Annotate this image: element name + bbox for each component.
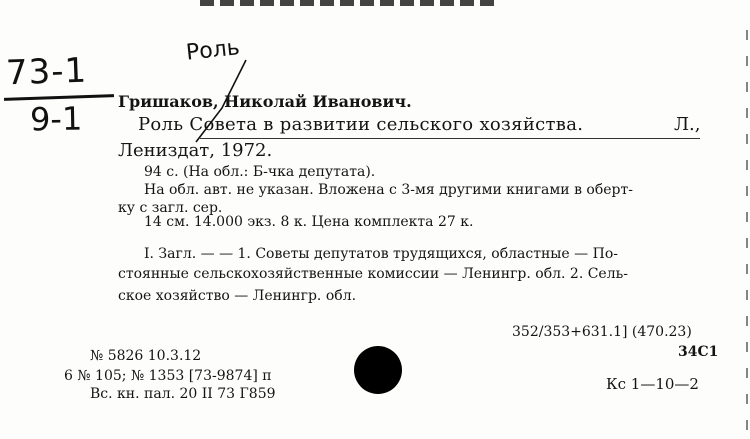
punch-hole <box>354 346 402 394</box>
handwritten-number-bottom: 9-1 <box>29 99 83 139</box>
publication-place: Л., <box>674 114 701 135</box>
description-line-2: На обл. авт. не указан. Вложена с 3-мя другими книгами в оберт- <box>144 182 633 198</box>
author-heading: Гришаков, Николай Иванович. <box>118 92 412 111</box>
handwritten-number-top: 73-1 <box>5 50 88 94</box>
ks-code: Кс 1—10—2 <box>606 375 699 393</box>
subject-line-3: ское хозяйство — Ленингр. обл. <box>118 288 357 304</box>
print-info: Вс. кн. пал. 20 II 73 Г859 <box>90 386 276 402</box>
title-underline <box>200 138 700 139</box>
record-numbers: 6 № 105; № 1353 [73-9874] п <box>64 368 272 384</box>
subject-line-1: I. Загл. — — 1. Советы депутатов трудящихся, областные — По- <box>144 246 618 262</box>
author-code: 34С1 <box>678 344 719 360</box>
order-number: № 5826 10.3.12 <box>90 348 202 364</box>
classification-index: 352/353+631.1] (470.23) <box>512 324 692 340</box>
description-line-3: ку с загл. сер. <box>118 200 223 216</box>
handwritten-word: Роль <box>184 35 241 66</box>
publisher-year: Лениздат, 1972. <box>118 140 273 161</box>
subject-line-2: стоянные сельскохозяйственные комиссии — Ленингр. обл. 2. Сель- <box>118 266 628 282</box>
description-line-4: 14 см. 14.000 экз. 8 к. Цена комплекта 27 к. <box>144 214 474 230</box>
book-title: Роль Совета в развитии сельского хозяйства. <box>138 114 584 135</box>
description-line-1: 94 с. (На обл.: Б-чка депутата). <box>144 164 376 180</box>
